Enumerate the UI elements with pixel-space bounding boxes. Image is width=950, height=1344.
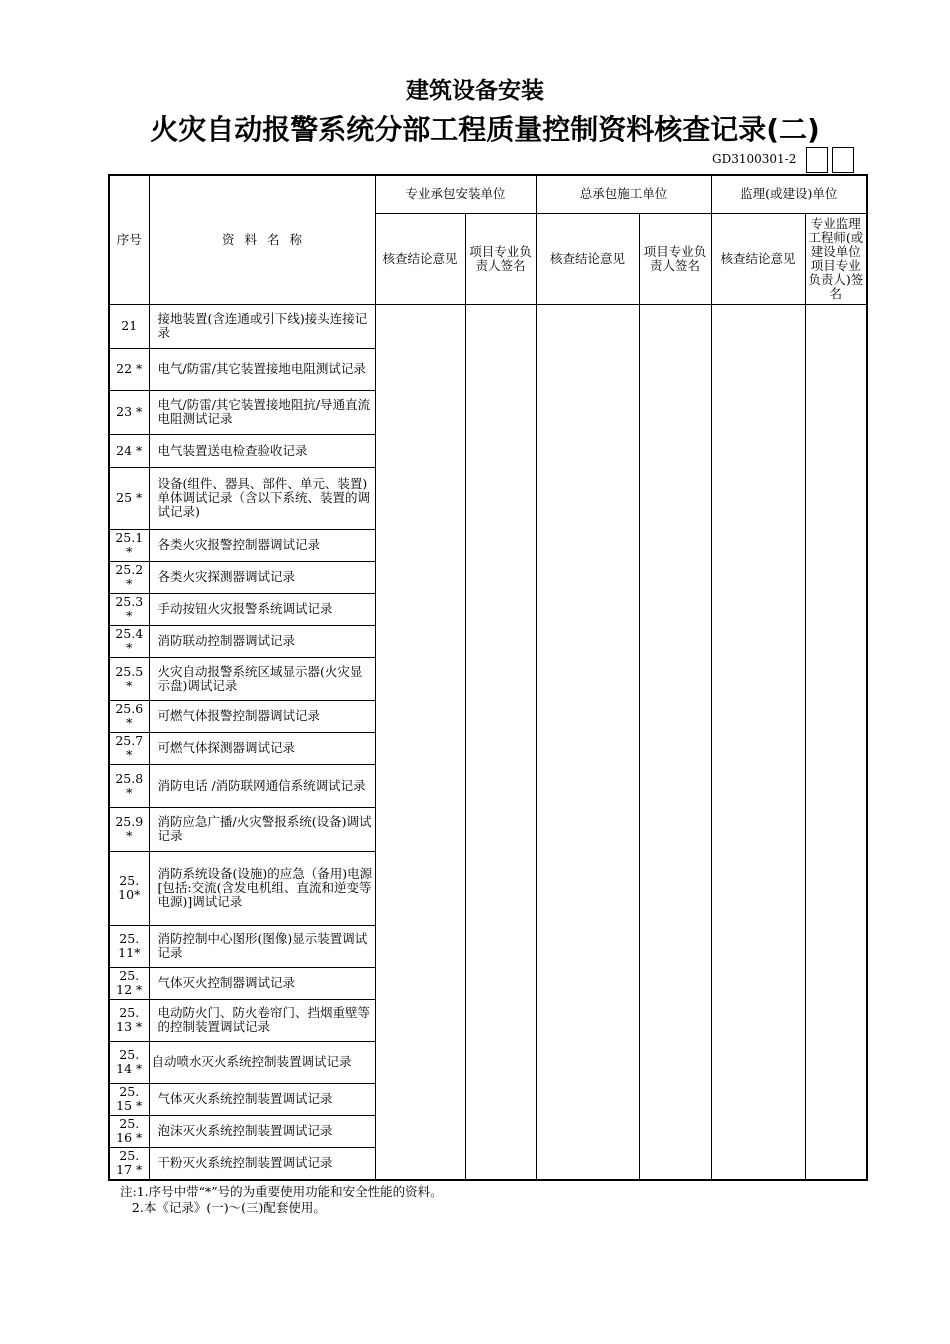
row-doc-name: 电气/防雷/其它装置接地电阻测试记录 — [149, 348, 375, 390]
header-check-opinion-1: 核查结论意见 — [375, 213, 465, 304]
row-doc-name: 消防应急广播/火灾警报系统(设备)调试记录 — [149, 807, 375, 851]
row-seq: 25.6 * — [109, 700, 149, 732]
row-seq: 25.8 * — [109, 764, 149, 807]
row-seq: 25.1 * — [109, 529, 149, 561]
row-doc-name: 设备(组件、器具、部件、单元、装置)单体调试记录（含以下系统、装置的调试记录) — [149, 467, 375, 529]
header-supervision-unit: 监理(或建设)单位 — [711, 175, 867, 213]
table-row — [109, 304, 867, 348]
row-doc-name: 干粉灭火系统控制装置调试记录 — [149, 1147, 375, 1180]
header-manager-sign-1: 项目专业负责人签名 — [465, 213, 536, 304]
row-doc-name: 各类火灾探测器调试记录 — [149, 561, 375, 593]
check-opinion-cell-3[interactable] — [711, 304, 805, 1180]
header-general-unit: 总承包施工单位 — [536, 175, 711, 213]
row-seq: 25 * — [109, 467, 149, 529]
header-check-opinion-2: 核查结论意见 — [536, 213, 639, 304]
header-check-opinion-3: 核查结论意见 — [711, 213, 805, 304]
header-specialist-unit: 专业承包安装单位 — [375, 175, 536, 213]
document-title: 火灾自动报警系统分部工程质量控制资料核查记录(二) — [150, 113, 820, 146]
header-manager-sign-2: 项目专业负责人签名 — [639, 213, 711, 304]
row-seq: 25. 11* — [109, 925, 149, 967]
row-doc-name: 电气/防雷/其它装置接地阻抗/导通直流电阻测试记录 — [149, 390, 375, 434]
row-doc-name: 消防电话 /消防联网通信系统调试记录 — [149, 764, 375, 807]
row-doc-name: 可燃气体探测器调试记录 — [149, 732, 375, 764]
row-seq: 24 * — [109, 434, 149, 467]
row-seq: 25. 14 * — [109, 1041, 149, 1083]
row-seq: 22 * — [109, 348, 149, 390]
records-table — [108, 174, 868, 1181]
header-doc-name: 资 料 名 称 — [149, 175, 375, 304]
row-seq: 25. 15 * — [109, 1083, 149, 1115]
row-doc-name: 泡沫灭火系统控制装置调试记录 — [149, 1115, 375, 1147]
row-doc-name: 接地装置(含连通或引下线)接头连接记录 — [149, 304, 375, 348]
code-box-1[interactable] — [806, 147, 828, 173]
row-seq: 25.2 * — [109, 561, 149, 593]
row-doc-name: 可燃气体报警控制器调试记录 — [149, 700, 375, 732]
check-opinion-cell-2[interactable] — [536, 304, 639, 1180]
row-seq: 25. 17 * — [109, 1147, 149, 1180]
note-line-2: 2.本《记录》(一)～(三)配套使用。 — [120, 1200, 326, 1215]
notes — [120, 1184, 443, 1216]
row-doc-name: 手动按钮火灾报警系统调试记录 — [149, 593, 375, 625]
row-doc-name: 各类火灾报警控制器调试记录 — [149, 529, 375, 561]
row-seq: 25.4 * — [109, 625, 149, 657]
code-box-2[interactable] — [832, 147, 854, 173]
row-doc-name: 消防控制中心图形(图像)显示装置调试记录 — [149, 925, 375, 967]
row-seq: 25. 10* — [109, 851, 149, 925]
row-doc-name: 消防联动控制器调试记录 — [149, 625, 375, 657]
form-code: GD3100301-2 — [712, 152, 797, 166]
row-seq: 25. 12 * — [109, 967, 149, 999]
row-seq: 25.3 * — [109, 593, 149, 625]
manager-sign-cell-1[interactable] — [465, 304, 536, 1180]
note-line-1: 注:1.序号中带“*”号的为重要使用功能和安全性能的资料。 — [120, 1184, 443, 1199]
row-seq: 25. 16 * — [109, 1115, 149, 1147]
header-supervisor-sign: 专业监理工程师(或建设单位项目专业负责人)签名 — [805, 213, 867, 304]
row-doc-name: 自动喷水灭火系统控制装置调试记录 — [149, 1041, 375, 1083]
manager-sign-cell-2[interactable] — [639, 304, 711, 1180]
row-doc-name: 火灾自动报警系统区域显示器(火灾显示盘)调试记录 — [149, 657, 375, 700]
row-seq: 21 — [109, 304, 149, 348]
row-doc-name: 电动防火门、防火卷帘门、挡烟重壁等的控制装置调试记录 — [149, 999, 375, 1041]
row-doc-name: 电气装置送电检查验收记录 — [149, 434, 375, 467]
row-doc-name: 消防系统设备(设施)的应急（备用)电源[包括:交流(含发电机组、直流和逆变等电源)]调试记录 — [149, 851, 375, 925]
row-seq: 23 * — [109, 390, 149, 434]
check-opinion-cell-1[interactable] — [375, 304, 465, 1180]
row-seq: 25.7 * — [109, 732, 149, 764]
header-seq: 序号 — [109, 175, 149, 304]
row-seq: 25.9 * — [109, 807, 149, 851]
row-doc-name: 气体灭火系统控制装置调试记录 — [149, 1083, 375, 1115]
row-doc-name: 气体灭火控制器调试记录 — [149, 967, 375, 999]
row-seq: 25. 13 * — [109, 999, 149, 1041]
supervisor-sign-cell[interactable] — [805, 304, 867, 1180]
row-seq: 25.5 * — [109, 657, 149, 700]
document-category-title: 建筑设备安装 — [406, 78, 544, 104]
